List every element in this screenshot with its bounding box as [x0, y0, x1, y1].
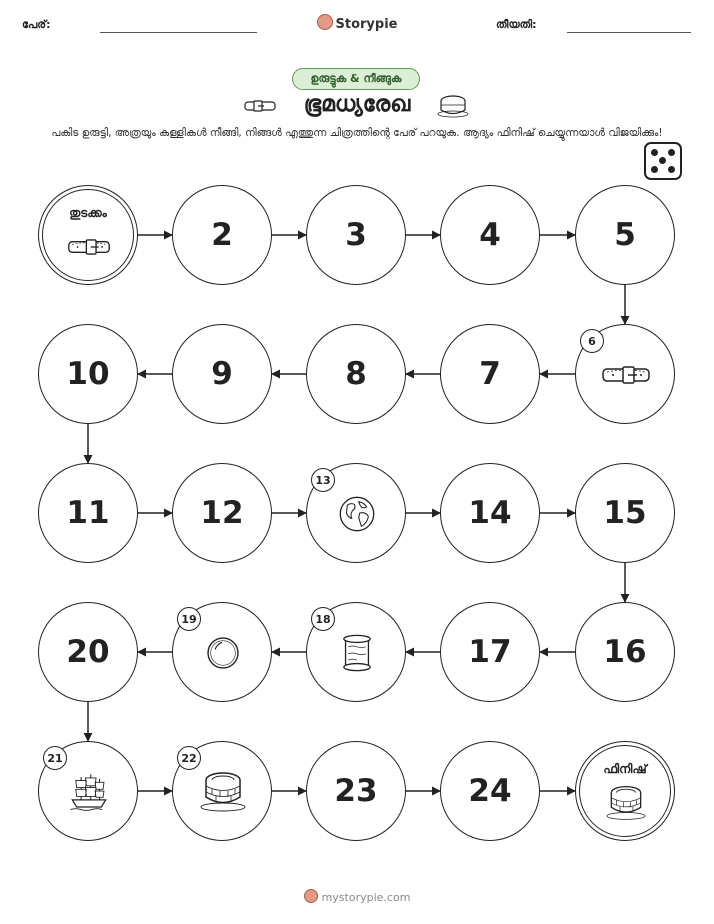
- board-cell-24[interactable]: [440, 741, 540, 841]
- board-cell-4[interactable]: [440, 185, 540, 285]
- footer: [0, 889, 714, 904]
- cell-number-badge: 21: [43, 746, 67, 770]
- board-cell-12[interactable]: [172, 463, 272, 563]
- cell-caption: തുടക്കം: [69, 206, 107, 220]
- cell-number: 23: [334, 773, 378, 809]
- finish-cell[interactable]: [575, 741, 675, 841]
- board-cell-23[interactable]: [306, 741, 406, 841]
- date-label: തീയതി:: [496, 18, 537, 31]
- cell-number-badge: 19: [177, 607, 201, 631]
- cell-number: 11: [66, 495, 110, 531]
- ship-icon: [64, 770, 114, 814]
- cell-number: 14: [468, 495, 512, 531]
- globe-icon: [332, 492, 382, 536]
- board-cell-3[interactable]: [306, 185, 406, 285]
- board-cell-19[interactable]: [172, 602, 272, 702]
- brand-name: Storypie: [335, 17, 398, 32]
- instructions: പകിട ഉരുട്ടി, അത്രയും കള്ളികൾ നീങ്ങി, നിങ്ങൾ എത്തുന്ന ചിത്രത്തിന്റെ പേര് പറയുക. ആദ്യം ഫിനിഷ് ചെയ്യുന്നയാൾ വിജയിക്കും!: [51, 127, 663, 139]
- game-tag: ഉരുട്ടുക & നീങ്ങുക: [292, 68, 420, 90]
- board-cell-16[interactable]: [575, 602, 675, 702]
- scroll-icon: [332, 631, 382, 675]
- bubble-icon: [198, 631, 248, 675]
- cell-number: 3: [345, 217, 367, 253]
- board-cell-18[interactable]: [306, 602, 406, 702]
- belt-icon: [67, 228, 111, 266]
- cell-number: 2: [211, 217, 233, 253]
- well-icon: [198, 770, 248, 814]
- cell-number: 17: [468, 634, 512, 670]
- cell-number: 8: [345, 356, 367, 392]
- board-cell-10[interactable]: [38, 324, 138, 424]
- cell-caption: ഫിനിഷ്: [603, 762, 647, 776]
- well-icon: [604, 784, 648, 822]
- cell-number: 24: [468, 773, 512, 809]
- board-cell-11[interactable]: [38, 463, 138, 563]
- board-cell-2[interactable]: [172, 185, 272, 285]
- board-cell-8[interactable]: [306, 324, 406, 424]
- cell-number: 20: [66, 634, 110, 670]
- cell-number: 10: [66, 356, 110, 392]
- board-cell-22[interactable]: [172, 741, 272, 841]
- page-title: ഭൂമധ്യരേഖ: [303, 92, 411, 117]
- storypie-logo-icon: [304, 889, 318, 903]
- name-label: പേര്:: [22, 18, 51, 31]
- cell-number: 9: [211, 356, 233, 392]
- board-cell-17[interactable]: [440, 602, 540, 702]
- board-cell-13[interactable]: [306, 463, 406, 563]
- cell-number-badge: 18: [311, 607, 335, 631]
- board-cell-20[interactable]: [38, 602, 138, 702]
- board-cell-21[interactable]: [38, 741, 138, 841]
- cell-number-badge: 22: [177, 746, 201, 770]
- board-cell-14[interactable]: [440, 463, 540, 563]
- board-cell-15[interactable]: [575, 463, 675, 563]
- start-cell[interactable]: [38, 185, 138, 285]
- cell-number: 7: [479, 356, 501, 392]
- cell-number-badge: 13: [311, 468, 335, 492]
- cell-number: 16: [603, 634, 647, 670]
- board-cell-5[interactable]: [575, 185, 675, 285]
- cell-number: 5: [614, 217, 636, 253]
- belt-icon: [601, 353, 651, 397]
- board-cell-7[interactable]: [440, 324, 540, 424]
- cell-number-badge: 6: [580, 329, 604, 353]
- board-cell-9[interactable]: [172, 324, 272, 424]
- cell-number: 15: [603, 495, 647, 531]
- cell-number: 4: [479, 217, 501, 253]
- footer-site: mystorypie.com: [321, 891, 411, 904]
- cell-number: 12: [200, 495, 244, 531]
- board-cell-6[interactable]: [575, 324, 675, 424]
